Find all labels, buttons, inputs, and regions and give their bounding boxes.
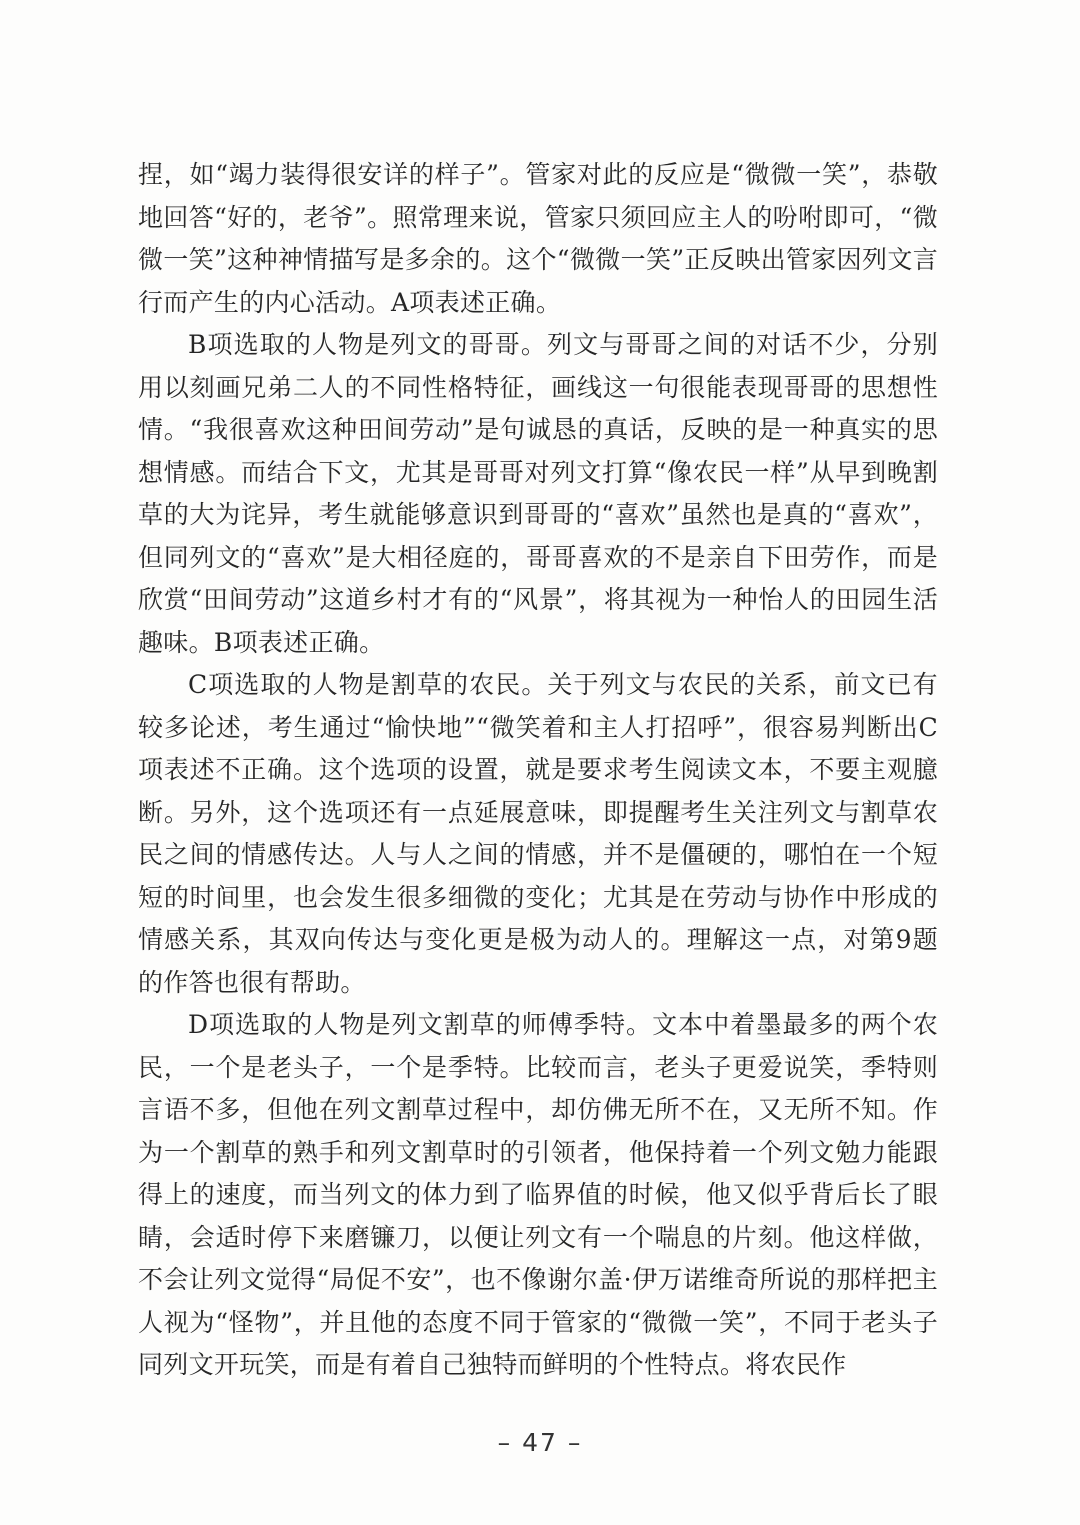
paragraph-option-c: C项选取的人物是割草的农民。关于列文与农民的关系，前文已有较多论述，考生通过“愉快地”“微笑着和主人打招呼”，很容易判断出C项表述不正确。这个选项的设置，就是要求考生阅读文本，不要主观臆断。另外，这个选项还有一点延展意味，即提醒考生关注列文与割草农民之间的情感传达。人与人之间的情感，并不是僵硬的，哪怕在一个短短的时间里，也会发生很多细微的变化；尤其是在劳动与协作中形成的情感关系，其双向传达与变化更是极为动人的。理解这一点，对第9题的作答也很有帮助。 bbox=[138, 670, 938, 997]
paragraph-option-b: B项选取的人物是列文的哥哥。列文与哥哥之间的对话不少，分别用以刻画兄弟二人的不同性格特征，画线这一句很能表现哥哥的思想性情。“我很喜欢这种田间劳动”是句诚恳的真话，反映的是一种真实的思想情感。而结合下文，尤其是哥哥对列文打算“像农民一样”从早到晚割草的大为诧异，考生就能够意识到哥哥的“喜欢”虽然也是真的“喜欢”，但同列文的“喜欢”是大相径庭的，哥哥喜欢的不是亲自下田劳作，而是欣赏“田间劳动”这道乡村才有的“风景”，将其视为一种怡人的田园生活趣味。B项表述正确。 bbox=[138, 330, 938, 657]
body-text bbox=[138, 154, 938, 1387]
page-number: – 47 – bbox=[497, 1428, 583, 1457]
paragraph-continuation: 捏，如“竭力装得很安详的样子”。管家对此的反应是“微微一笑”，恭敬地回答“好的，老爷”。照常理来说，管家只须回应主人的吩咐即可，“微微一笑”这种神情描写是多余的。这个“微微一笑”正反映出管家因列文言行而产生的内心活动。A项表述正确。 bbox=[138, 160, 938, 317]
paragraph-option-d: D项选取的人物是列文割草的师傅季特。文本中着墨最多的两个农民，一个是老头子，一个是季特。比较而言，老头子更爱说笑，季特则言语不多，但他在列文割草过程中，却仿佛无所不在，又无所不知。作为一个割草的熟手和列文割草时的引领者，他保持着一个列文勉力能跟得上的速度，而当列文的体力到了临界值的时候，他又似乎背后长了眼睛，会适时停下来磨镰刀，以便让列文有一个喘息的片刻。他这样做，不会让列文觉得“局促不安”，也不像谢尔盖·伊万诺维奇所说的那样把主人视为“怪物”，并且他的态度不同于管家的“微微一笑”，不同于老头子同列文开玩笑，而是有着自己独特而鲜明的个性特点。将农民作 bbox=[138, 1010, 938, 1379]
